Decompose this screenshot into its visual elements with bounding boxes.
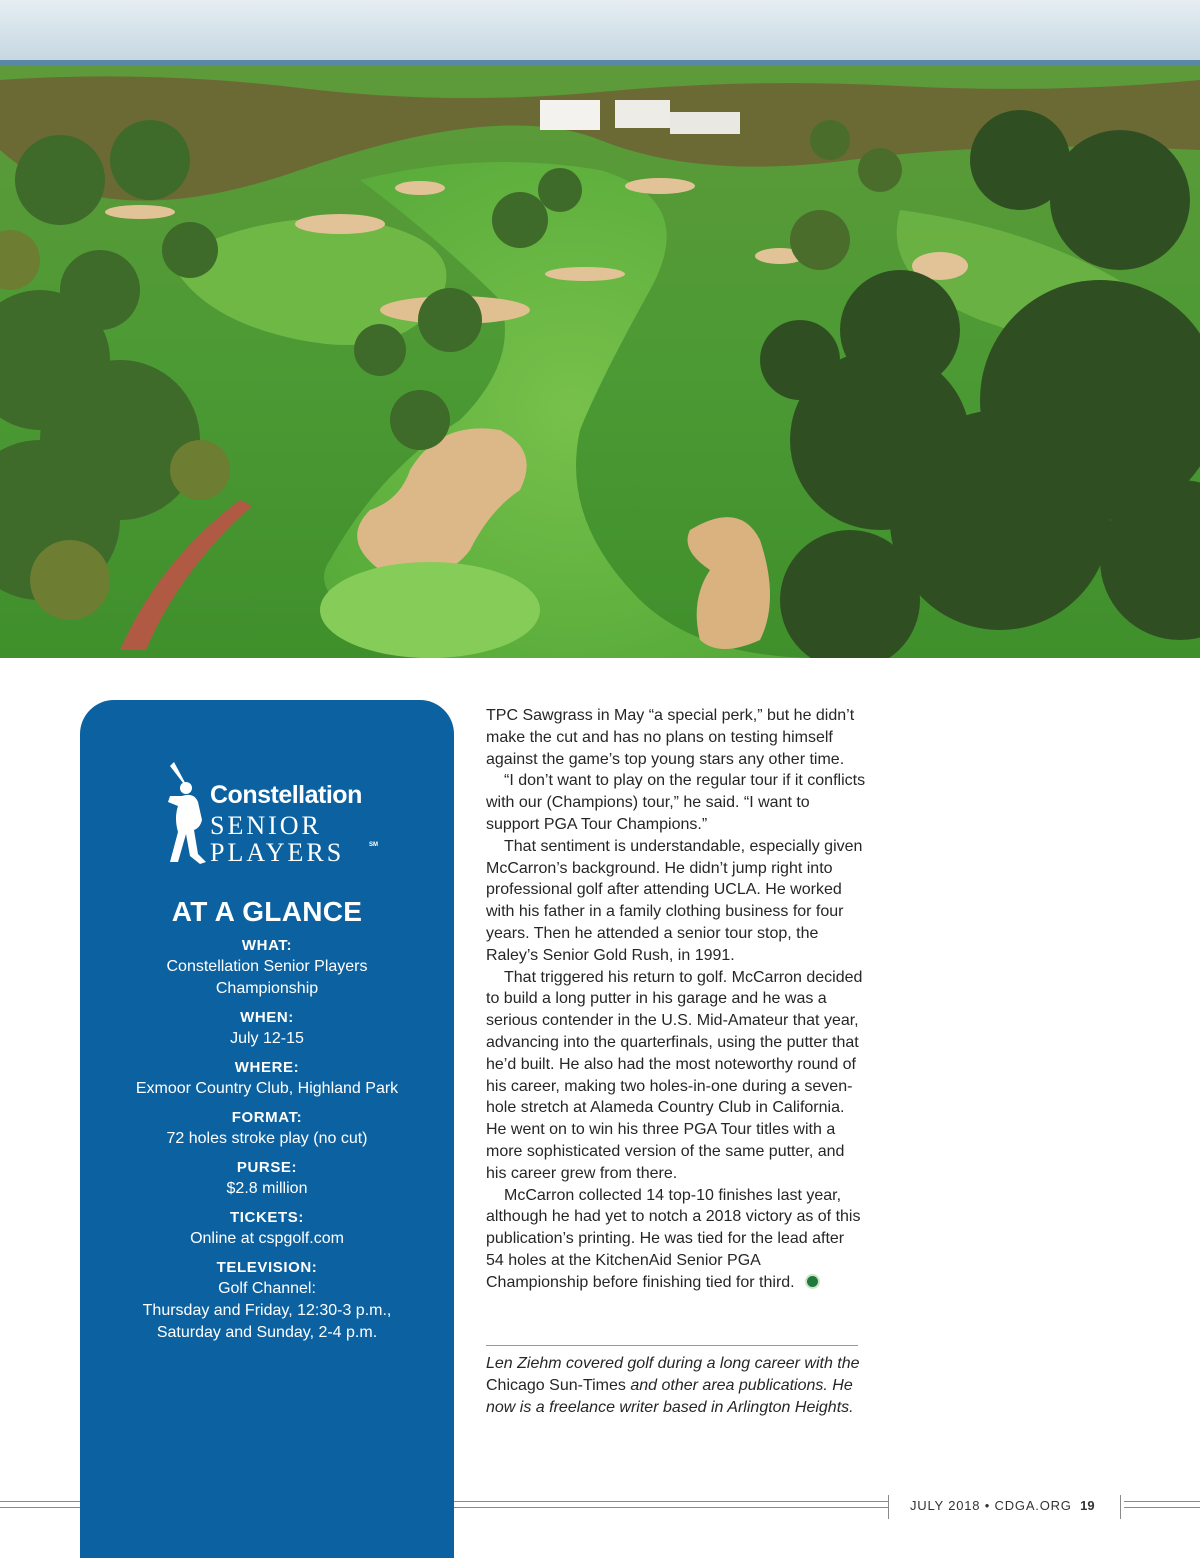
footer-site: CDGA.ORG	[994, 1498, 1072, 1513]
article-paragraph-last	[486, 1185, 866, 1294]
footer-issue: JULY 2018	[910, 1498, 981, 1513]
logo-senior-text: SENIOR	[210, 811, 322, 840]
fact-value: Exmoor Country Club, Highland Park	[135, 1080, 399, 1097]
article-paragraph: “I don’t want to play on the regular tour if it conflicts with our (Champions) tour,” he said. “I want to support PGA Tour Champions.”	[486, 772, 866, 833]
article-body	[486, 705, 866, 1294]
fact-what	[80, 936, 454, 1000]
fact-where	[80, 1058, 454, 1100]
author-bio	[486, 1353, 866, 1418]
fact-tickets	[80, 1208, 454, 1250]
fact-value: Online at cspgolf.com	[190, 1230, 344, 1247]
article-paragraph: That sentiment is understandable, especially given McCarron’s background. He didn’t jump right into professional golf after attending UCLA. He worked with his father in a family clothing business for four years. Then he attended a senior tour stop, the Raley’s Senior Gold Rush, in 1991.	[486, 837, 863, 964]
article-paragraph: TPC Sawgrass in May “a special perk,” but he didn’t make the cut and has no plans on testing himself against the game’s top young stars any other time.	[486, 707, 855, 768]
footer-tick-right	[1120, 1495, 1121, 1519]
fact-label: WHEN:	[240, 1009, 294, 1026]
fact-value: Thursday and Friday, 12:30-3 p.m.,	[142, 1302, 392, 1319]
fact-purse	[80, 1158, 454, 1200]
footer-tick-left	[888, 1495, 889, 1519]
logo-brand-text: Constellation	[210, 781, 362, 809]
hero-photo	[0, 0, 1200, 658]
fact-value: Golf Channel:	[218, 1280, 316, 1297]
page-footer	[910, 1498, 1095, 1513]
fact-value: 72 holes stroke play (no cut)	[166, 1130, 368, 1147]
footer-rule-right	[1124, 1501, 1200, 1513]
fact-label: TICKETS:	[230, 1209, 304, 1226]
fact-television	[80, 1258, 454, 1344]
golf-course-aerial-image	[0, 0, 1200, 658]
golfer-silhouette-icon	[164, 762, 214, 872]
page-number: 19	[1080, 1498, 1095, 1513]
bio-publication: Chicago Sun-Times	[486, 1376, 626, 1394]
fact-value: Championship	[215, 980, 319, 997]
fact-when	[80, 1008, 454, 1050]
bio-text-part1: Len Ziehm covered golf during a long career with the	[486, 1355, 860, 1372]
fact-label: WHAT:	[241, 937, 293, 954]
footer-rule-middle	[454, 1501, 888, 1513]
article-paragraph-text: McCarron collected 14 top-10 finishes last year, although he had yet to notch a 2018 victory as of this publication’s printing. He was tied for the lead after 54 holes at the KitchenAid Senior PGA Championship before finishing tied for third.	[486, 1186, 861, 1291]
fact-value: July 12-15	[230, 1030, 304, 1047]
constellation-senior-players-logo	[164, 762, 384, 872]
at-a-glance-sidebar	[80, 700, 454, 1558]
fact-value: Saturday and Sunday, 2-4 p.m.	[156, 1324, 378, 1341]
footer-rule-left	[0, 1501, 80, 1513]
footer-separator: •	[984, 1498, 991, 1513]
article-paragraph: That triggered his return to golf. McCarron decided to build a long putter in his garage and he was a serious contender in the U.S. Mid-Amateur that year, advancing into the quarterfinals, using the putter that he’d built. He also had the most noteworthy round of his career, making two holes-in-one during a seven-hole stretch at Alameda Country Club in California. He went on to win his three PGA Tour titles with a more sophisticated version of the same putter, and his career grew from there.	[486, 968, 863, 1182]
facts-list	[80, 936, 454, 1352]
fact-label: PURSE:	[236, 1159, 298, 1176]
fact-value: $2.8 million	[226, 1180, 308, 1197]
bio-divider	[486, 1345, 858, 1346]
cdga-end-mark-icon	[805, 1274, 820, 1289]
fact-label: WHERE:	[234, 1059, 300, 1076]
fact-format	[80, 1108, 454, 1150]
logo-players-text: PLAYERS	[210, 838, 345, 867]
at-a-glance-title: AT A GLANCE	[171, 896, 363, 927]
fact-label: FORMAT:	[231, 1109, 303, 1126]
fact-value: Constellation Senior Players	[166, 958, 368, 975]
fact-label: TELEVISION:	[216, 1259, 318, 1276]
bio-text-part2: and other area publications. He now is a freelance writer based in Arlington Heights.	[486, 1376, 854, 1416]
service-mark: SM	[369, 842, 378, 848]
